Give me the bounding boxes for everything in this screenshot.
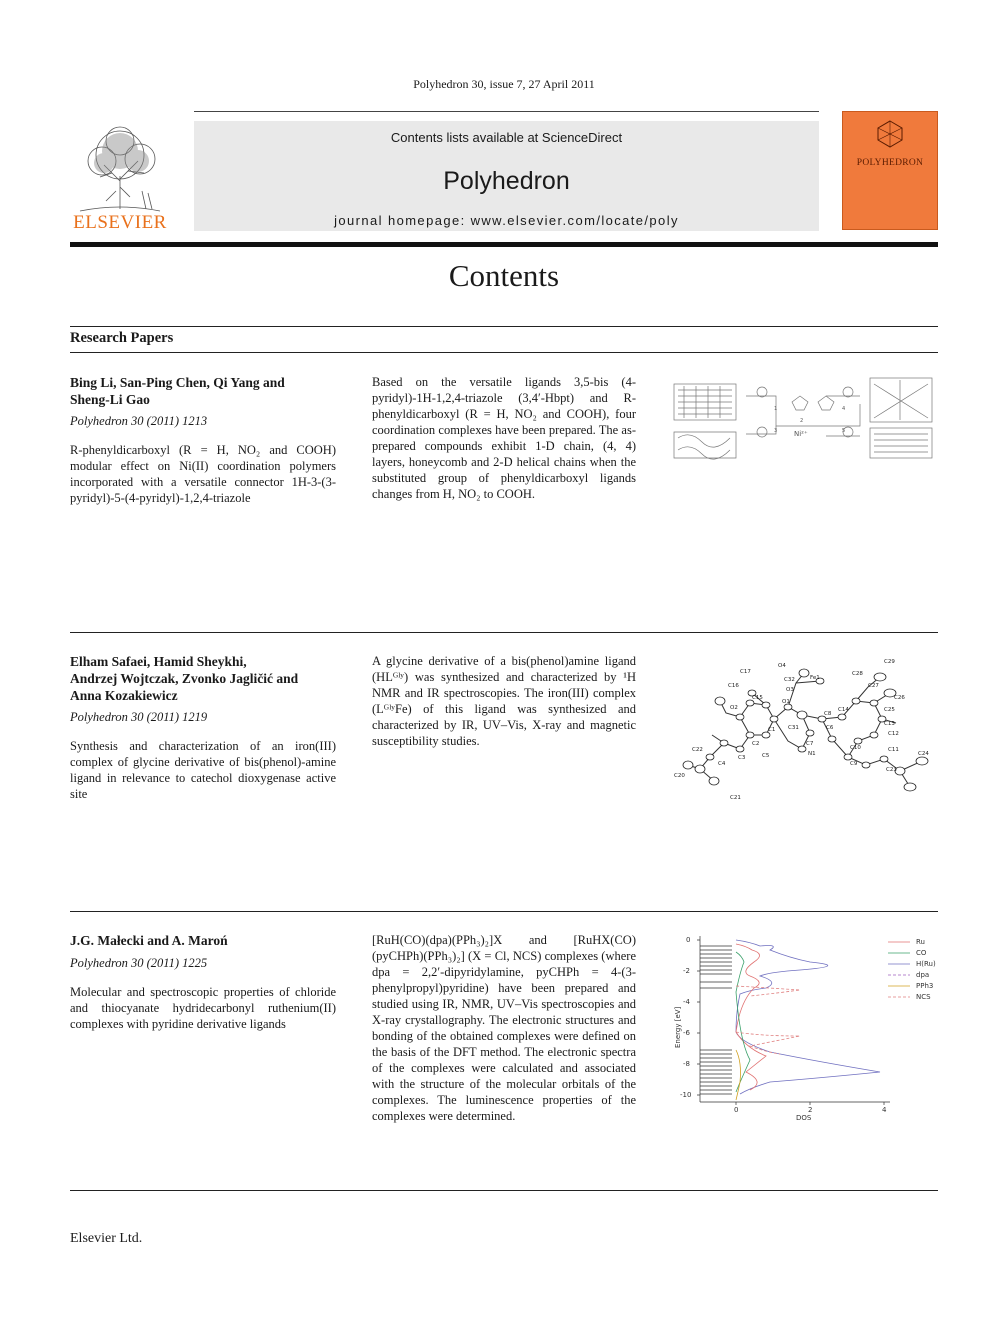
atom-label: C11 (888, 747, 899, 753)
y-axis-label: Energy [eV] (674, 1006, 682, 1048)
legend-entry: Ru (916, 938, 925, 946)
x-axis-label: DOS (796, 1114, 812, 1122)
atom-label: O3 (786, 687, 794, 693)
y-tick-label: -10 (680, 1091, 692, 1099)
atom-label: C16 (728, 683, 739, 689)
legend-entry: dpa (916, 971, 930, 979)
authors-line: Andrzej Wojtczak, Zvonko Jagličić and (70, 671, 299, 686)
publisher-name: ELSEVIER (73, 212, 167, 233)
atom-label: C24 (918, 751, 929, 757)
x-tick-label: 0 (734, 1106, 739, 1114)
article-title[interactable]: Synthesis and characterization of an iron(III) complex of glycine derivative of bis(phenol)-amine ligand in relevance to catechol dioxygenase active site (70, 739, 336, 801)
journal-reference: Polyhedron 30, issue 7, 27 April 2011 (413, 77, 595, 91)
journal-banner (194, 121, 819, 231)
article-authors (70, 653, 336, 704)
legend-entry: H(Ru) (916, 960, 936, 968)
y-tick-label: -8 (683, 1060, 690, 1068)
journal-homepage-link[interactable]: journal homepage: www.elsevier.com/locate/poly (334, 213, 679, 228)
atom-label: C15 (752, 695, 763, 701)
atom-label: C31 (788, 725, 799, 731)
atom-label: C14 (838, 707, 849, 713)
atom-label: C27 (868, 683, 879, 689)
atom-label: C2 (752, 741, 760, 747)
section-rule-bottom (70, 352, 938, 353)
atom-label: C29 (884, 659, 895, 665)
authors-line: Anna Kozakiewicz (70, 688, 178, 703)
graphic-label: 4 (842, 406, 846, 412)
y-tick-label: -6 (683, 1029, 690, 1037)
masthead (70, 111, 938, 231)
atom-label: C28 (852, 671, 863, 677)
atom-label: Fe1 (810, 675, 820, 681)
authors-line: Sheng-Li Gao (70, 392, 150, 407)
legend-entry: PPh3 (916, 982, 934, 990)
atom-label: C12 (888, 731, 899, 737)
atom-label: O2 (730, 705, 738, 711)
article-title[interactable]: Molecular and spectroscopic properties of chloride and thiocyanate hydridecarbonyl ruthenium(II) complexes with pyridine derivative ligands (70, 985, 336, 1031)
x-tick-label: 4 (882, 1106, 887, 1114)
atom-label: O1 (782, 699, 790, 705)
atom-label: C13 (884, 721, 895, 727)
article-citation[interactable]: Polyhedron 30 (2011) 1213 (70, 414, 208, 428)
atom-label: C22 (692, 747, 703, 753)
graphic-label: 2 (800, 418, 804, 424)
atom-label: C8 (824, 711, 832, 717)
y-tick-label: -2 (683, 967, 690, 975)
authors-line: Elham Safaei, Hamid Sheykhi, (70, 654, 247, 669)
article-authors: J.G. Małecki and A. Maroń (70, 933, 228, 948)
atom-label: C21 (730, 795, 741, 801)
nickel-label: Ni²⁺ (794, 430, 808, 438)
article-abstract: A glycine derivative of a bis(phenol)amine ligand (HLᴳˡʸ) was synthesized and characterized by ¹H NMR and IR spectroscopies. The iron(III) complex (LᴳˡʸFe) of this ligand was synthesized and characterized by IR, UV–Vis, X-ray and magnetic susceptibility studies. (372, 654, 636, 748)
atom-label: C25 (884, 707, 895, 713)
graphical-abstract-coordination-polymers (670, 374, 938, 466)
atom-label: C1 (768, 727, 776, 733)
atom-label: C17 (740, 669, 751, 675)
polyhedron-icon (877, 120, 903, 148)
atom-label: C23 (886, 767, 897, 773)
article-title[interactable]: R-phenyldicarboxyl (R = H, NO₂ and COOH) modular effect on Ni(II) coordination polymers incorporated with a versatile connector 1H-3-(3-pyridyl)-5-(4-pyridyl)-1,2,4-triazole (70, 443, 336, 505)
legend-entry: NCS (916, 993, 931, 1001)
entry-divider (70, 911, 938, 912)
graphic-label: 5 (842, 428, 846, 434)
atom-label: C7 (806, 741, 814, 747)
article-abstract: Based on the versatile ligands 3,5-bis (4-pyridyl)-1H-1,2,4-triazole (3,4′-Hbpt) and R-phenyldicarboxyl (R = H, NO₂ and COOH), four coordination complexes have been prepared. The as-prepared compounds exhibit 1-D chain, (4, 4) layers, honeycomb and 2-D helical chains when the substituted group of phenyldicarboxyl ligands changes from H, NO₂ to COOH. (372, 375, 636, 501)
header-rule (70, 242, 938, 247)
publisher-footer: Elsevier Ltd. (70, 1231, 143, 1246)
y-tick-label: 0 (686, 936, 691, 944)
x-tick-label: 2 (808, 1106, 813, 1114)
atom-label: C4 (718, 761, 726, 767)
atom-label: C6 (826, 725, 834, 731)
section-title: Research Papers (70, 330, 174, 346)
sciencedirect-link[interactable]: Contents lists available at ScienceDirect (390, 130, 623, 145)
journal-cover (842, 111, 938, 230)
legend-entry: CO (916, 949, 927, 957)
atom-label: C20 (674, 773, 685, 779)
graphical-abstract-crystal-structure (670, 653, 938, 803)
article-authors (70, 374, 336, 408)
atom-label: N1 (808, 751, 816, 757)
graphical-abstract-dos-plot (670, 932, 938, 1132)
cover-title: POLYHEDRON (856, 158, 924, 168)
page-title: Contents (448, 258, 560, 293)
masthead-top-rule (194, 111, 819, 112)
atom-label: C10 (850, 745, 861, 751)
section-rule-top (70, 326, 938, 327)
article-abstract: [RuH(CO)(dpa)(PPh₃)₂]X and [RuHX(CO)(pyCHPh)(PPh₃)₂] (X = Cl, NCS) complexes (where dpa = 2,2′-dipyridylamine, pyCHPh = 4-(3-phenylpropyl)pyridine) have been prepared and studied using IR, NMR, UV–Vis spectroscopies and X-ray crystallography. The electronic structures and bonding of the obtained complexes were defined on the basis of the DFT method. The electronic spectra of the complexes were calculated and associated with the structure of the molecular orbitals of the complexes. The luminescence properties of the complexes were determined. (372, 933, 636, 1123)
atom-label: C26 (894, 695, 905, 701)
entry-divider (70, 1190, 938, 1191)
entry-divider (70, 632, 938, 633)
y-tick-label: -4 (683, 998, 690, 1006)
authors-line: Bing Li, San-Ping Chen, Qi Yang and (70, 375, 285, 390)
article-citation[interactable]: Polyhedron 30 (2011) 1225 (70, 956, 208, 970)
graphic-label: 3 (774, 428, 778, 434)
article-citation[interactable]: Polyhedron 30 (2011) 1219 (70, 710, 208, 724)
atom-label: C32 (784, 677, 795, 683)
atom-label: C9 (850, 761, 858, 767)
journal-title: Polyhedron (443, 167, 570, 195)
graphic-label: 1 (774, 406, 778, 412)
atom-label: C3 (738, 755, 746, 761)
atom-label: O4 (778, 663, 786, 669)
atom-label: C5 (762, 753, 770, 759)
